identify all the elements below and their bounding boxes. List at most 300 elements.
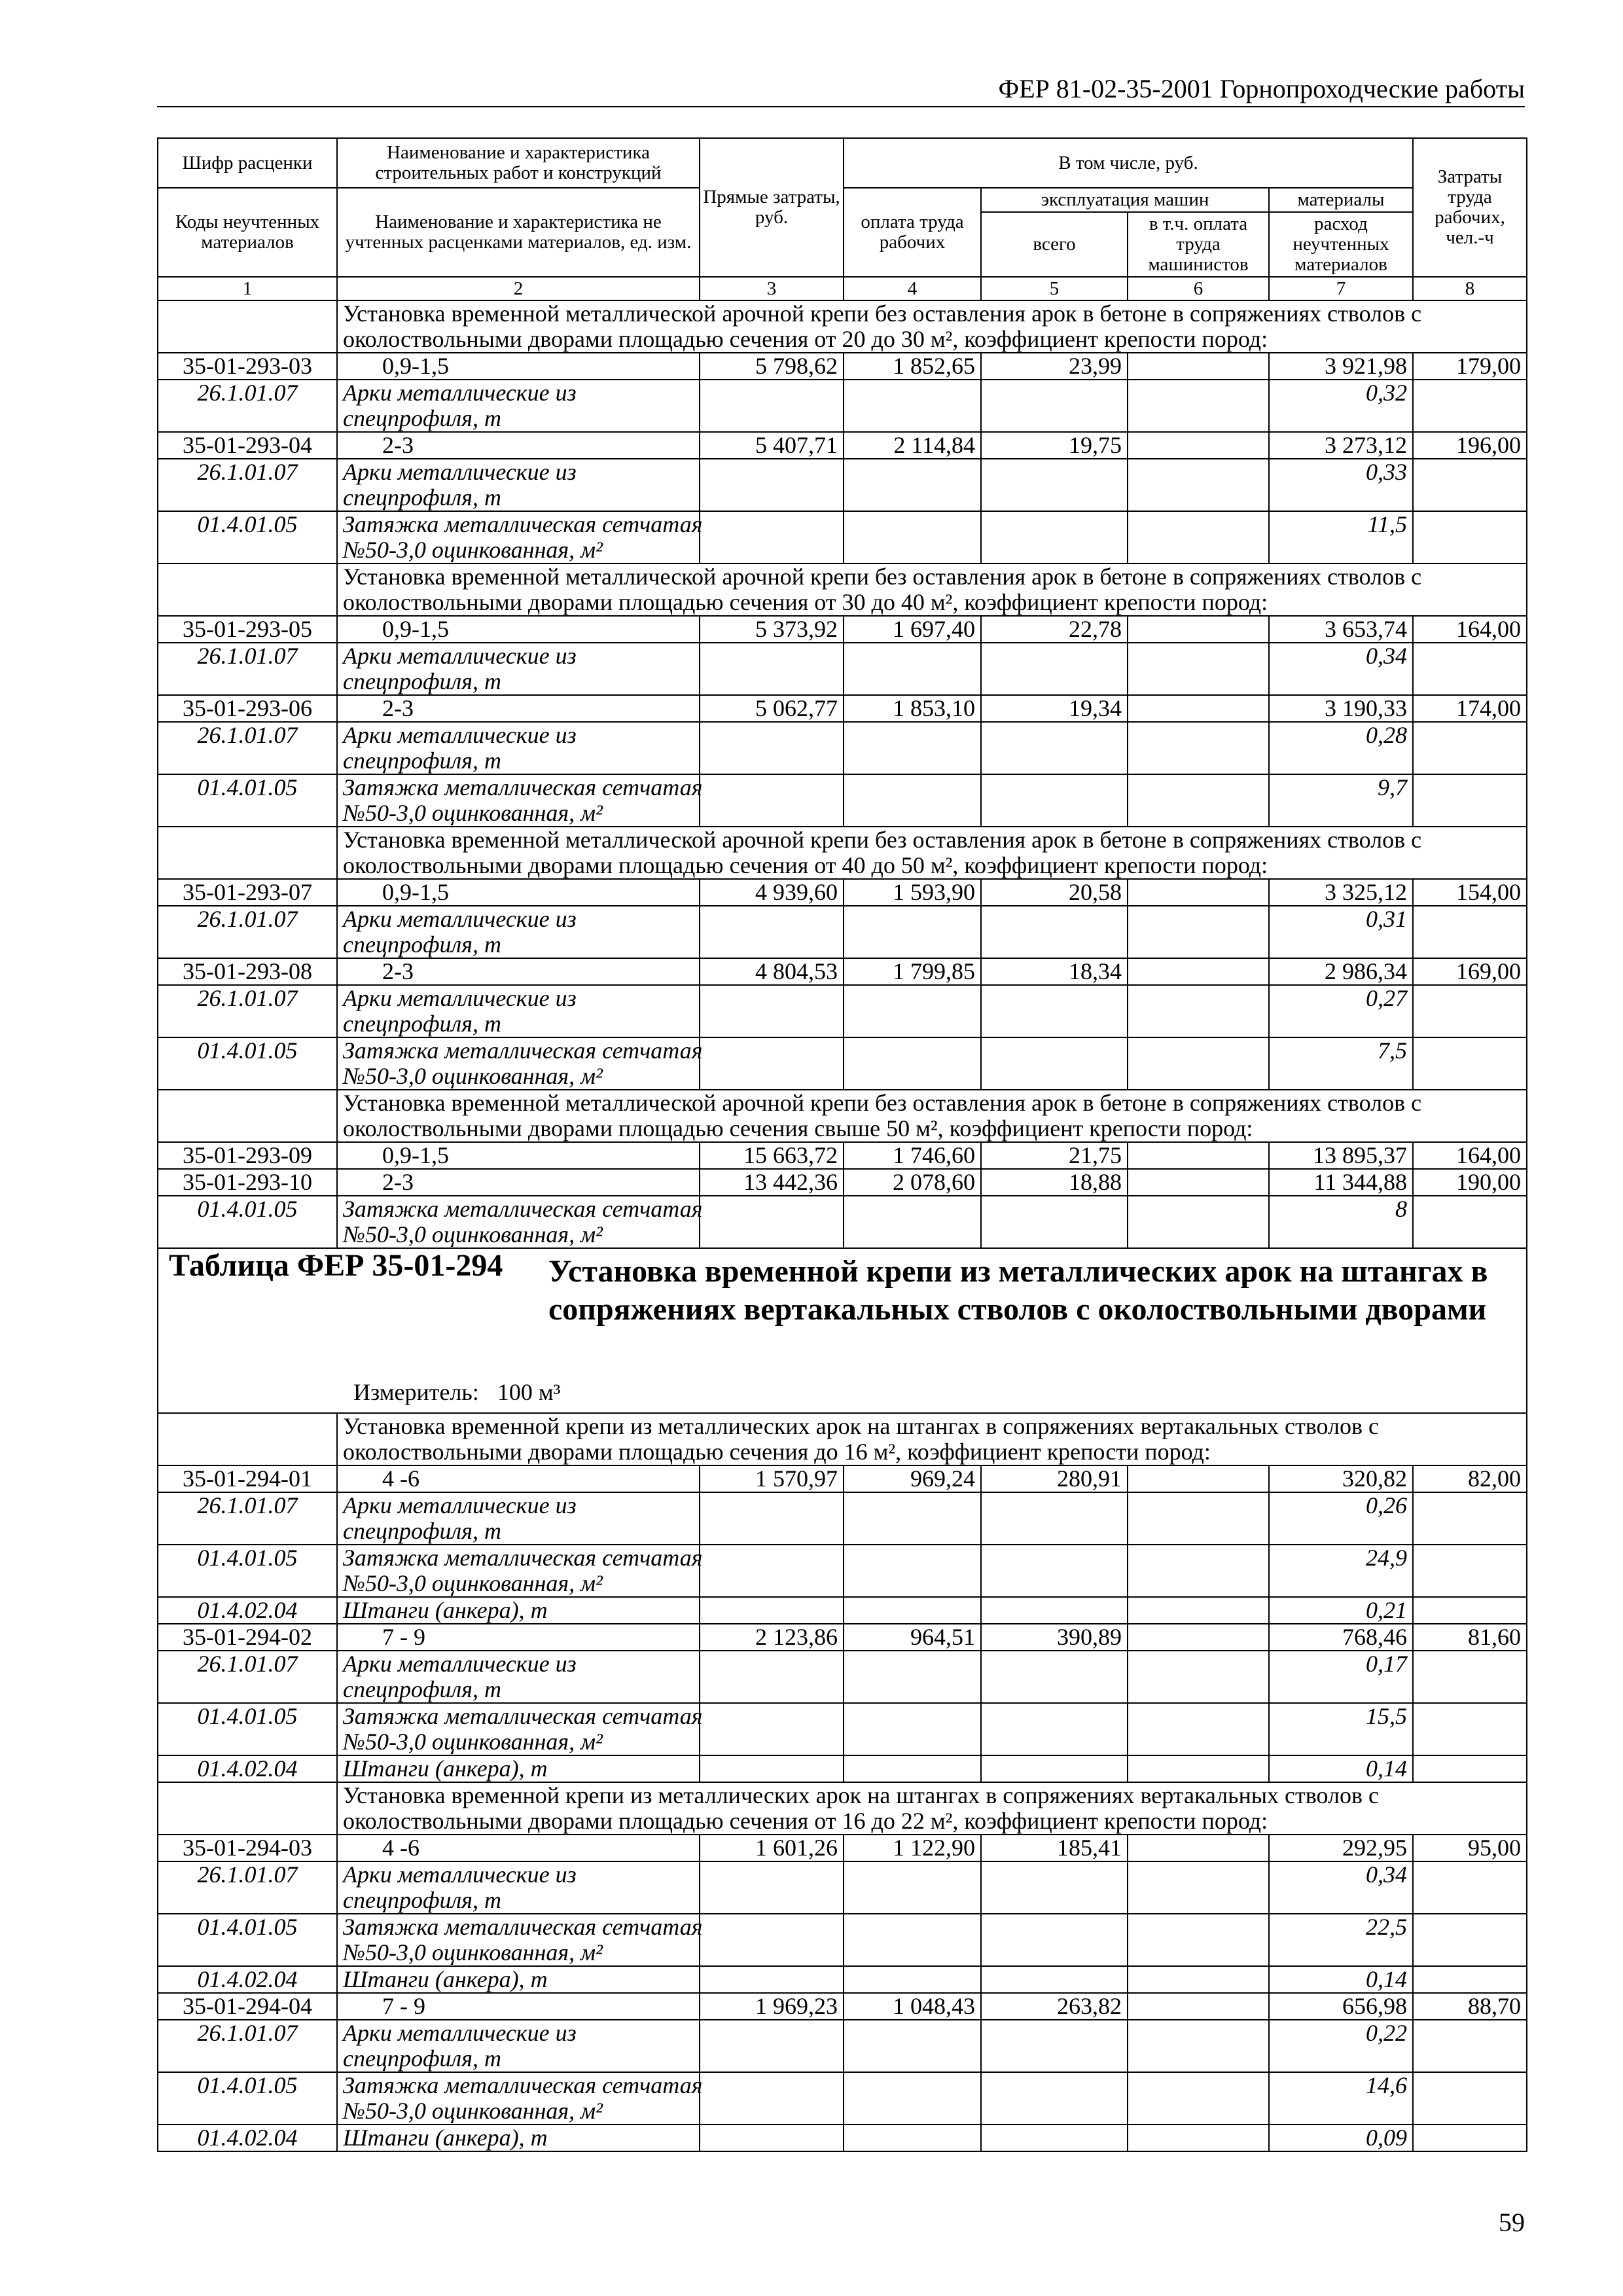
rate-name-text: 7 - 9: [382, 1993, 425, 2019]
rate-row: [158, 879, 1527, 906]
section-heading-row: [158, 1413, 1527, 1465]
empty-cell: [1413, 643, 1527, 695]
machine-wage: [1128, 616, 1269, 643]
empty-cell: [1128, 1597, 1269, 1624]
material-name: [337, 511, 703, 564]
rate-name: [337, 432, 700, 459]
material-cost: 3 325,12: [1269, 879, 1413, 906]
material-row: [158, 2020, 1527, 2072]
material-cost: 3 190,33: [1269, 695, 1413, 722]
labor-cost: 964,51: [844, 1624, 981, 1651]
machine-cost: 22,78: [981, 616, 1128, 643]
material-name-line: спецпрофиля, т: [343, 484, 501, 511]
empty-cell: [981, 1196, 1128, 1248]
section-heading-line: Установка временной металлической арочной крепи без оставления арок в бетоне в сопряжениях стволов с: [343, 1090, 1422, 1116]
material-name-line: №50-3,0 оцинкованная, м²: [343, 1221, 603, 1247]
machine-cost: 18,88: [981, 1169, 1128, 1196]
empty-cell: [981, 1597, 1128, 1624]
section-heading-line: Установка временной металлической арочной крепи без оставления арок в бетоне в сопряжениях стволов с: [343, 827, 1422, 853]
empty-cell: [700, 1196, 844, 1248]
material-name: [337, 1914, 703, 1966]
rate-name-text: 4 -6: [382, 1835, 419, 1861]
material-quantity: 0,33: [1269, 459, 1413, 511]
labor-hours: 174,00: [1413, 695, 1527, 722]
material-name-line: Затяжка металлическая сетчатая: [343, 1703, 703, 1729]
material-name: [337, 1196, 703, 1248]
labor-cost: 1 048,43: [844, 1993, 981, 2020]
material-name-line: спецпрофиля, т: [343, 405, 501, 431]
material-row: [158, 380, 1527, 432]
machine-cost: 20,58: [981, 879, 1128, 906]
empty-cell: [700, 2125, 844, 2151]
section-heading-row: [158, 564, 1527, 616]
section-heading: [337, 827, 1527, 879]
material-row: [158, 643, 1527, 695]
empty-cell: [981, 1861, 1128, 1914]
material-name-line: Арки металлические из: [343, 380, 577, 406]
section-spacer: [158, 1782, 337, 1835]
column-number: 1: [158, 277, 337, 300]
empty-cell: [700, 511, 844, 564]
empty-cell: [981, 1037, 1128, 1090]
rate-name: [337, 1169, 700, 1196]
empty-cell: [844, 511, 981, 564]
material-name: [337, 1037, 703, 1090]
material-name: [337, 1545, 703, 1597]
col-mat-group-header: материалы: [1269, 188, 1413, 212]
material-name-line: Арки металлические из: [343, 985, 577, 1011]
material-quantity: 0,26: [1269, 1492, 1413, 1545]
machine-cost: 18,34: [981, 958, 1128, 985]
material-quantity: 0,34: [1269, 643, 1413, 695]
rate-name: [337, 353, 700, 380]
material-code: 01.4.02.04: [158, 2125, 337, 2151]
material-name-line: Затяжка металлическая сетчатая: [343, 774, 703, 800]
material-row: [158, 722, 1527, 774]
material-name-line: Арки металлические из: [343, 2020, 577, 2046]
empty-cell: [1413, 1861, 1527, 1914]
material-code: 01.4.01.05: [158, 1196, 337, 1248]
labor-hours: 196,00: [1413, 432, 1527, 459]
rate-name-text: 2-3: [382, 958, 414, 984]
rate-code: 35-01-293-04: [158, 432, 337, 459]
material-name: [337, 380, 700, 432]
table-title: Установка временной крепи из металлических арок на штангах в сопряжениях вертакальных стволов с околоствольными дворами: [548, 1254, 1488, 1327]
measure-label: Измеритель:: [353, 1379, 479, 1405]
material-name: [337, 2125, 700, 2151]
col-mach-total-header: всего: [981, 212, 1128, 277]
material-code: 01.4.02.04: [158, 1597, 337, 1624]
material-name: [337, 985, 700, 1037]
material-name-line: спецпрофиля, т: [343, 747, 501, 774]
material-code: 26.1.01.07: [158, 722, 337, 774]
empty-cell: [1413, 2020, 1527, 2072]
column-number: 6: [1128, 277, 1269, 300]
empty-cell: [700, 459, 844, 511]
empty-cell: [1128, 1196, 1269, 1248]
table-body: [158, 138, 1527, 2151]
labor-hours: 190,00: [1413, 1169, 1527, 1196]
empty-cell: [1413, 459, 1527, 511]
empty-cell: [981, 1703, 1128, 1755]
empty-cell: [981, 1651, 1128, 1703]
labor-cost: 1 799,85: [844, 958, 981, 985]
material-row: [158, 1755, 1527, 1782]
material-row: [158, 1651, 1527, 1703]
rate-row: [158, 1624, 1527, 1651]
rate-name: [337, 1465, 700, 1492]
rate-code: 35-01-293-05: [158, 616, 337, 643]
empty-cell: [844, 2020, 981, 2072]
col-mat-use-header: расход неучтенных материалов: [1269, 212, 1413, 277]
labor-hours: 164,00: [1413, 616, 1527, 643]
material-code: 01.4.01.05: [158, 1703, 337, 1755]
material-name-line: Арки металлические из: [343, 1651, 577, 1677]
section-heading-row: [158, 1090, 1527, 1142]
page-number: 59: [1499, 2208, 1525, 2237]
empty-cell: [1128, 2125, 1269, 2151]
material-cost: 3 653,74: [1269, 616, 1413, 643]
material-row: [158, 1861, 1527, 1914]
empty-cell: [700, 906, 844, 958]
material-cost: 11 344,88: [1269, 1169, 1413, 1196]
section-spacer: [158, 564, 337, 616]
section-heading-line: околоствольными дворами площадью сечения свыше 50 м², коэффициент крепости пород:: [343, 1115, 1253, 1141]
machine-wage: [1128, 695, 1269, 722]
material-code: 01.4.01.05: [158, 1545, 337, 1597]
labor-hours: 169,00: [1413, 958, 1527, 985]
table-title-cell: [158, 1248, 1527, 1413]
material-code: 01.4.02.04: [158, 1966, 337, 1993]
empty-cell: [1413, 1914, 1527, 1966]
labor-cost: 1 853,10: [844, 695, 981, 722]
machine-wage: [1128, 958, 1269, 985]
empty-cell: [844, 1545, 981, 1597]
empty-cell: [1413, 1703, 1527, 1755]
rate-row: [158, 1169, 1527, 1196]
machine-wage: [1128, 353, 1269, 380]
column-number: 4: [844, 277, 981, 300]
empty-cell: [1128, 1914, 1269, 1966]
empty-cell: [844, 1037, 981, 1090]
empty-cell: [844, 380, 981, 432]
empty-cell: [1413, 906, 1527, 958]
material-name-line: №50-3,0 оцинкованная, м²: [343, 2098, 603, 2124]
material-row: [158, 1037, 1527, 1090]
table-label: Таблица ФЕР 35-01-294: [169, 1248, 503, 1283]
col-code-header: Шифр расценки: [158, 138, 337, 188]
material-row: [158, 1597, 1527, 1624]
empty-cell: [700, 1597, 844, 1624]
empty-cell: [1128, 2020, 1269, 2072]
material-code: 26.1.01.07: [158, 643, 337, 695]
header-row-1: [158, 138, 1527, 188]
machine-wage: [1128, 1624, 1269, 1651]
material-code: 26.1.01.07: [158, 985, 337, 1037]
empty-cell: [700, 1861, 844, 1914]
rate-row: [158, 353, 1527, 380]
rate-code: 35-01-293-08: [158, 958, 337, 985]
material-name-line: Затяжка металлическая сетчатая: [343, 2072, 703, 2098]
section-heading: [337, 300, 1527, 353]
direct-cost: 4 939,60: [700, 879, 844, 906]
empty-cell: [1413, 2125, 1527, 2151]
direct-cost: 4 804,53: [700, 958, 844, 985]
direct-cost: 5 798,62: [700, 353, 844, 380]
material-row: [158, 985, 1527, 1037]
empty-cell: [700, 1037, 844, 1090]
material-row: [158, 2072, 1527, 2125]
empty-cell: [981, 459, 1128, 511]
direct-cost: 5 373,92: [700, 616, 844, 643]
empty-cell: [1413, 1196, 1527, 1248]
empty-cell: [844, 774, 981, 827]
material-quantity: 15,5: [1269, 1703, 1413, 1755]
material-name: [337, 1861, 700, 1914]
empty-cell: [700, 1492, 844, 1545]
col-name-header: Наименование и характеристика строительных работ и конструкций: [337, 138, 700, 188]
material-name-line: Штанги (анкера), т: [343, 1755, 548, 1782]
section-heading-line: околоствольными дворами площадью сечения от 30 до 40 м², коэффициент крепости пород:: [343, 589, 1268, 615]
rate-row: [158, 432, 1527, 459]
empty-cell: [1413, 380, 1527, 432]
material-name: [337, 1651, 700, 1703]
material-code: 26.1.01.07: [158, 906, 337, 958]
material-quantity: 0,09: [1269, 2125, 1413, 2151]
material-code: 01.4.01.05: [158, 511, 337, 564]
machine-wage: [1128, 1465, 1269, 1492]
material-name-line: Арки металлические из: [343, 1492, 577, 1518]
column-number: 3: [700, 277, 844, 300]
empty-cell: [700, 1966, 844, 1993]
rate-code: 35-01-293-03: [158, 353, 337, 380]
section-heading-line: околоствольными дворами площадью сечения от 40 до 50 м², коэффициент крепости пород:: [343, 852, 1268, 878]
empty-cell: [844, 1597, 981, 1624]
material-code: 26.1.01.07: [158, 1861, 337, 1914]
material-quantity: 7,5: [1269, 1037, 1413, 1090]
material-name-line: спецпрофиля, т: [343, 1676, 501, 1702]
empty-cell: [981, 2125, 1128, 2151]
material-quantity: 0,17: [1269, 1651, 1413, 1703]
section-heading-row: [158, 827, 1527, 879]
empty-cell: [700, 2072, 844, 2125]
material-row: [158, 906, 1527, 958]
material-name-line: №50-3,0 оцинкованная, м²: [343, 800, 603, 826]
col-matcode-header: Коды неучтенных материалов: [158, 188, 337, 277]
material-name-line: Затяжка металлическая сетчатая: [343, 1545, 703, 1571]
rate-name: [337, 1835, 700, 1861]
section-heading: [337, 564, 1527, 616]
empty-cell: [1128, 380, 1269, 432]
machine-wage: [1128, 1142, 1269, 1169]
machine-wage: [1128, 1169, 1269, 1196]
column-number: 8: [1413, 277, 1527, 300]
column-number: 2: [337, 277, 700, 300]
empty-cell: [1413, 774, 1527, 827]
rate-name: [337, 879, 700, 906]
rate-code: 35-01-294-03: [158, 1835, 337, 1861]
material-row: [158, 1966, 1527, 1993]
empty-cell: [844, 1914, 981, 1966]
rate-row: [158, 616, 1527, 643]
material-quantity: 14,6: [1269, 2072, 1413, 2125]
material-row: [158, 1703, 1527, 1755]
column-number: 5: [981, 277, 1128, 300]
material-row: [158, 459, 1527, 511]
empty-cell: [700, 1545, 844, 1597]
empty-cell: [1128, 1651, 1269, 1703]
empty-cell: [1128, 459, 1269, 511]
material-code: 26.1.01.07: [158, 2020, 337, 2072]
material-name-line: Затяжка металлическая сетчатая: [343, 1037, 703, 1064]
table-title-row: [158, 1248, 1527, 1413]
labor-hours: 154,00: [1413, 879, 1527, 906]
empty-cell: [1413, 985, 1527, 1037]
material-name-line: спецпрофиля, т: [343, 1011, 501, 1037]
empty-cell: [700, 380, 844, 432]
material-quantity: 0,27: [1269, 985, 1413, 1037]
material-row: [158, 1545, 1527, 1597]
material-cost: 320,82: [1269, 1465, 1413, 1492]
material-name-line: Арки металлические из: [343, 722, 577, 748]
section-heading: [337, 1782, 1527, 1835]
material-quantity: 22,5: [1269, 1914, 1413, 1966]
rate-name-text: 2-3: [382, 1169, 414, 1195]
empty-cell: [1413, 1037, 1527, 1090]
labor-hours: 164,00: [1413, 1142, 1527, 1169]
labor-hours: 81,60: [1413, 1624, 1527, 1651]
empty-cell: [1413, 511, 1527, 564]
empty-cell: [1413, 1597, 1527, 1624]
empty-cell: [981, 1545, 1128, 1597]
material-name-line: Штанги (анкера), т: [343, 2125, 548, 2151]
section-heading-line: Установка временной крепи из металлических арок на штангах в сопряжениях вертакальных стволов с: [343, 1782, 1379, 1808]
material-quantity: 0,14: [1269, 1755, 1413, 1782]
empty-cell: [981, 1966, 1128, 1993]
material-code: 26.1.01.07: [158, 1492, 337, 1545]
material-name: [337, 906, 700, 958]
empty-cell: [844, 722, 981, 774]
empty-cell: [981, 1755, 1128, 1782]
labor-cost: 2 114,84: [844, 432, 981, 459]
col-matname-header: Наименование и характеристика не учтенных расценками материалов, ед. изм.: [337, 188, 700, 277]
material-quantity: 0,28: [1269, 722, 1413, 774]
empty-cell: [1128, 722, 1269, 774]
empty-cell: [1128, 2072, 1269, 2125]
empty-cell: [844, 459, 981, 511]
material-name-line: Штанги (анкера), т: [343, 1597, 548, 1623]
rates-table: [157, 137, 1527, 2152]
empty-cell: [1413, 1545, 1527, 1597]
empty-cell: [1413, 1492, 1527, 1545]
material-row: [158, 1492, 1527, 1545]
material-name-line: Арки металлические из: [343, 459, 577, 485]
empty-cell: [981, 774, 1128, 827]
machine-cost: 280,91: [981, 1465, 1128, 1492]
empty-cell: [981, 1914, 1128, 1966]
material-name-line: спецпрофиля, т: [343, 1887, 501, 1913]
empty-cell: [1128, 1703, 1269, 1755]
material-name-line: №50-3,0 оцинкованная, м²: [343, 1063, 603, 1089]
direct-cost: 2 123,86: [700, 1624, 844, 1651]
labor-cost: 1 122,90: [844, 1835, 981, 1861]
machine-cost: 21,75: [981, 1142, 1128, 1169]
rate-code: 35-01-294-04: [158, 1993, 337, 2020]
material-cost: 2 986,34: [1269, 958, 1413, 985]
empty-cell: [844, 2072, 981, 2125]
rate-name: [337, 1993, 700, 2020]
direct-cost: 1 969,23: [700, 1993, 844, 2020]
rate-row: [158, 1465, 1527, 1492]
col-hours-header: Затраты труда рабочих, чел.-ч: [1413, 138, 1527, 277]
rate-row: [158, 1835, 1527, 1861]
empty-cell: [700, 2020, 844, 2072]
material-quantity: 0,32: [1269, 380, 1413, 432]
material-name: [337, 1703, 703, 1755]
empty-cell: [981, 906, 1128, 958]
material-name-line: №50-3,0 оцинкованная, м²: [343, 1939, 603, 1965]
machine-cost: 23,99: [981, 353, 1128, 380]
rate-row: [158, 695, 1527, 722]
machine-wage: [1128, 879, 1269, 906]
labor-hours: 95,00: [1413, 1835, 1527, 1861]
machine-wage: [1128, 1993, 1269, 2020]
machine-cost: 19,34: [981, 695, 1128, 722]
material-quantity: 0,14: [1269, 1966, 1413, 1993]
rate-name-text: 7 - 9: [382, 1624, 425, 1650]
rate-code: 35-01-293-09: [158, 1142, 337, 1169]
material-code: 01.4.01.05: [158, 1037, 337, 1090]
measure-value: 100 м³: [497, 1379, 561, 1405]
empty-cell: [700, 1755, 844, 1782]
rate-name-text: 4 -6: [382, 1465, 419, 1492]
col-direct-header: Прямые затраты, руб.: [700, 138, 844, 277]
rate-row: [158, 958, 1527, 985]
material-name-line: спецпрофиля, т: [343, 668, 501, 694]
direct-cost: 1 570,97: [700, 1465, 844, 1492]
empty-cell: [981, 380, 1128, 432]
rate-code: 35-01-294-01: [158, 1465, 337, 1492]
empty-cell: [1128, 906, 1269, 958]
rate-name: [337, 1142, 700, 1169]
section-spacer: [158, 300, 337, 353]
section-heading-line: околоствольными дворами площадью сечения от 16 до 22 м², коэффициент крепости пород:: [343, 1808, 1268, 1834]
material-row: [158, 511, 1527, 564]
col-incl-header: В том числе, руб.: [844, 138, 1413, 188]
empty-cell: [1128, 1755, 1269, 1782]
material-cost: 656,98: [1269, 1993, 1413, 2020]
direct-cost: 13 442,36: [700, 1169, 844, 1196]
labor-hours: 88,70: [1413, 1993, 1527, 2020]
machine-wage: [1128, 1835, 1269, 1861]
rate-name-text: 0,9-1,5: [382, 879, 449, 905]
empty-cell: [1128, 1545, 1269, 1597]
empty-cell: [1128, 643, 1269, 695]
empty-cell: [844, 985, 981, 1037]
empty-cell: [700, 643, 844, 695]
rate-name-text: 0,9-1,5: [382, 616, 449, 642]
section-heading-line: Установка временной металлической арочной крепи без оставления арок в бетоне в сопряжениях стволов с: [343, 564, 1422, 590]
section-heading-line: Установка временной металлической арочной крепи без оставления арок в бетоне в сопряжениях стволов с: [343, 300, 1422, 327]
col-mach-group-header: эксплуатация машин: [981, 188, 1269, 212]
empty-cell: [981, 2020, 1128, 2072]
material-name-line: Арки металлические из: [343, 906, 577, 932]
material-name: [337, 459, 700, 511]
material-row: [158, 774, 1527, 827]
material-name: [337, 2072, 703, 2125]
material-name-line: Затяжка металлическая сетчатая: [343, 1196, 703, 1222]
material-quantity: 0,22: [1269, 2020, 1413, 2072]
